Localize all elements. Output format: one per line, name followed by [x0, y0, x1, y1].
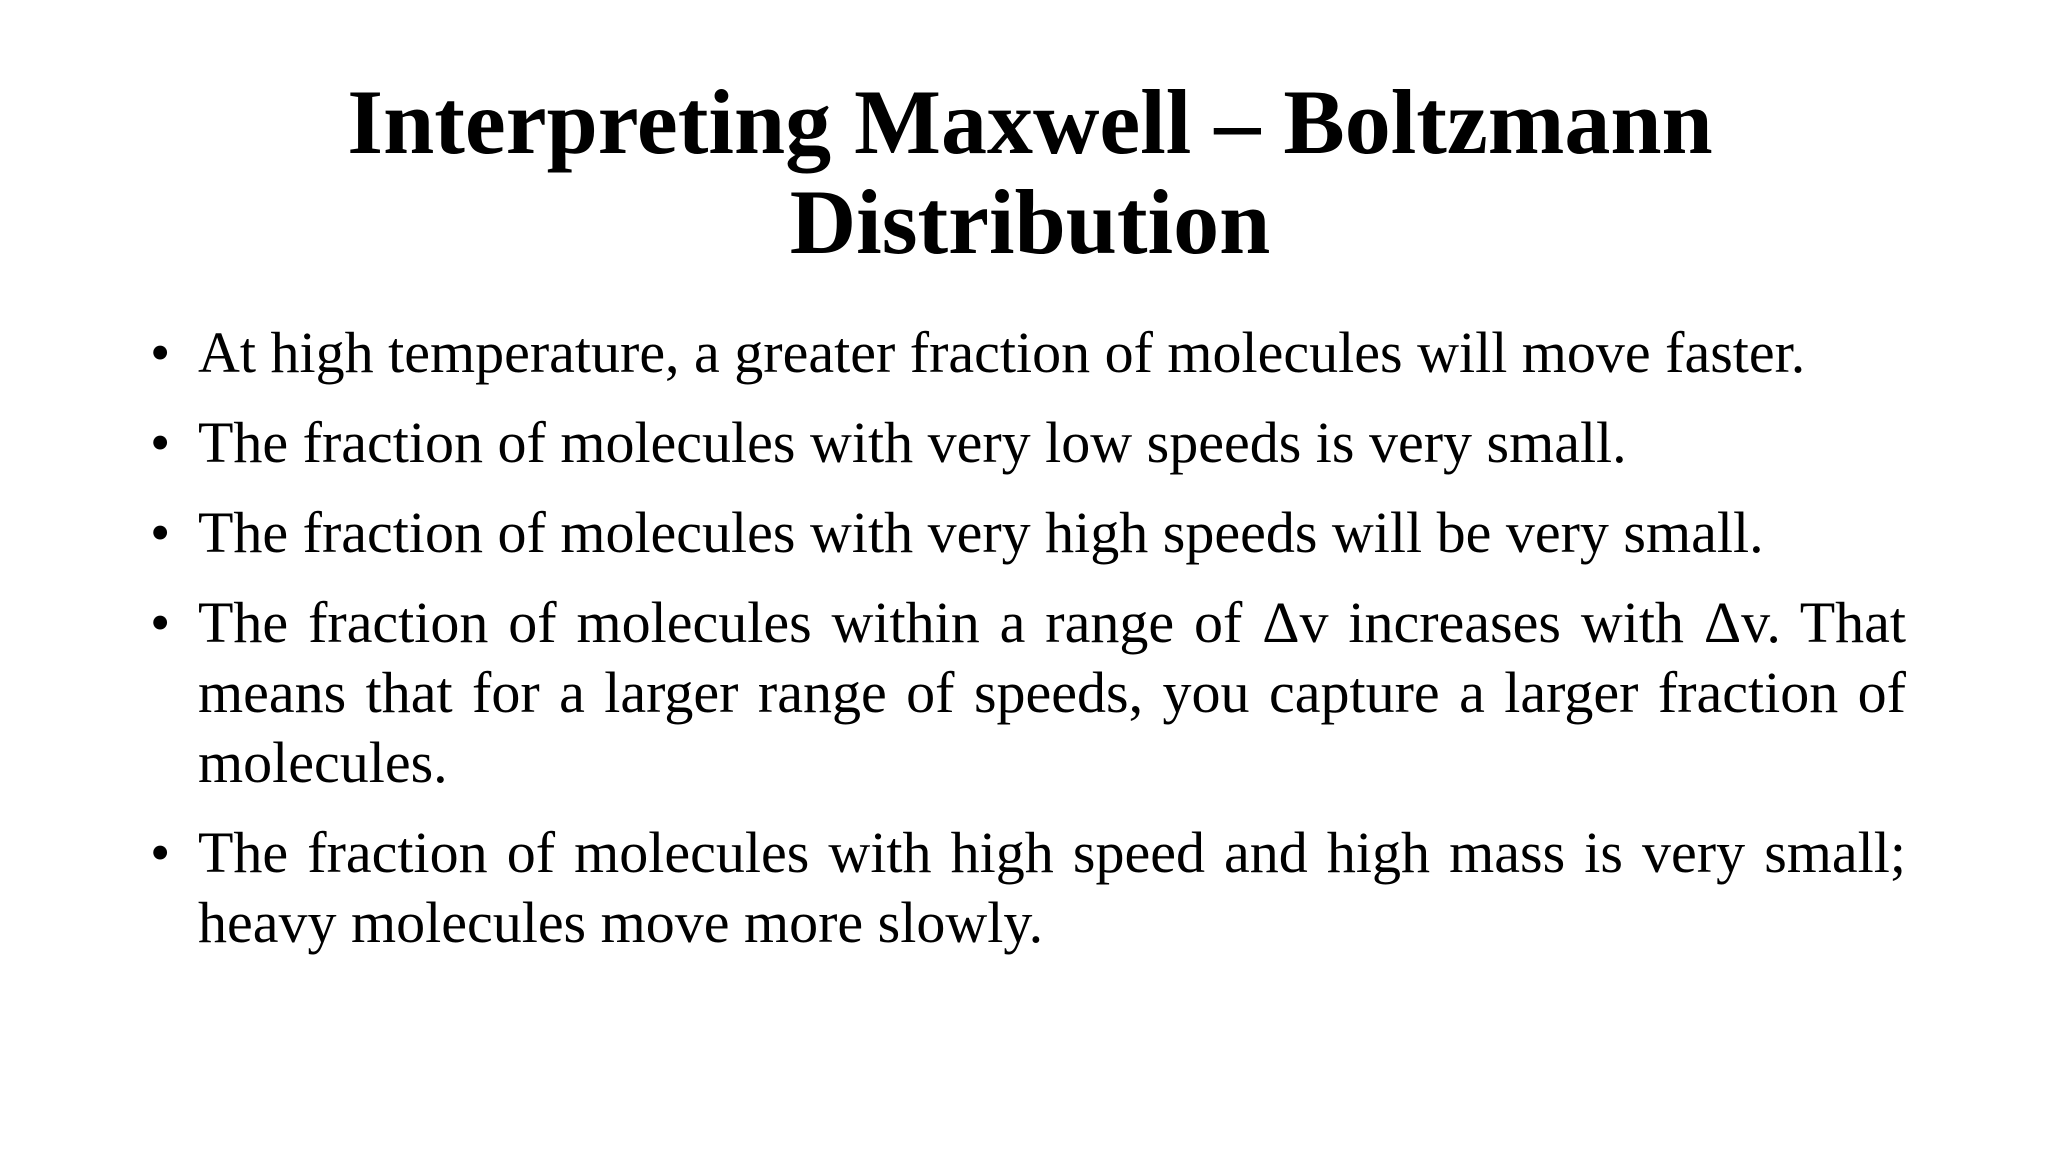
bullet-list: [150, 318, 1906, 978]
bullet-item-5: [150, 818, 1906, 958]
slide-title: [230, 72, 1830, 272]
slide-title-line-2: Distribution: [789, 171, 1271, 273]
bullet-text: At high temperature, a greater fraction of molecules will move faster.: [198, 320, 1806, 385]
bullet-marker: •: [150, 320, 171, 385]
bullet-text: The fraction of molecules within a range of Δv increases with Δv. That means that for a larger range of speeds, you capture a larger fraction of molecules.: [198, 590, 1906, 795]
slide-title-line-1: Interpreting Maxwell – Boltzmann: [347, 71, 1713, 173]
bullet-item-4: [150, 588, 1906, 798]
bullet-item-2: [150, 408, 1906, 478]
bullet-text: The fraction of molecules with very high speeds will be very small.: [198, 500, 1764, 565]
bullet-text: The fraction of molecules with very low speeds is very small.: [198, 410, 1627, 475]
bullet-marker: •: [150, 500, 171, 565]
bullet-item-3: [150, 498, 1906, 568]
bullet-marker: •: [150, 590, 171, 655]
bullet-item-1: [150, 318, 1906, 388]
bullet-text: The fraction of molecules with high speed and high mass is very small; heavy molecules move more slowly.: [198, 820, 1906, 955]
bullet-marker: •: [150, 820, 171, 885]
bullet-marker: •: [150, 410, 171, 475]
